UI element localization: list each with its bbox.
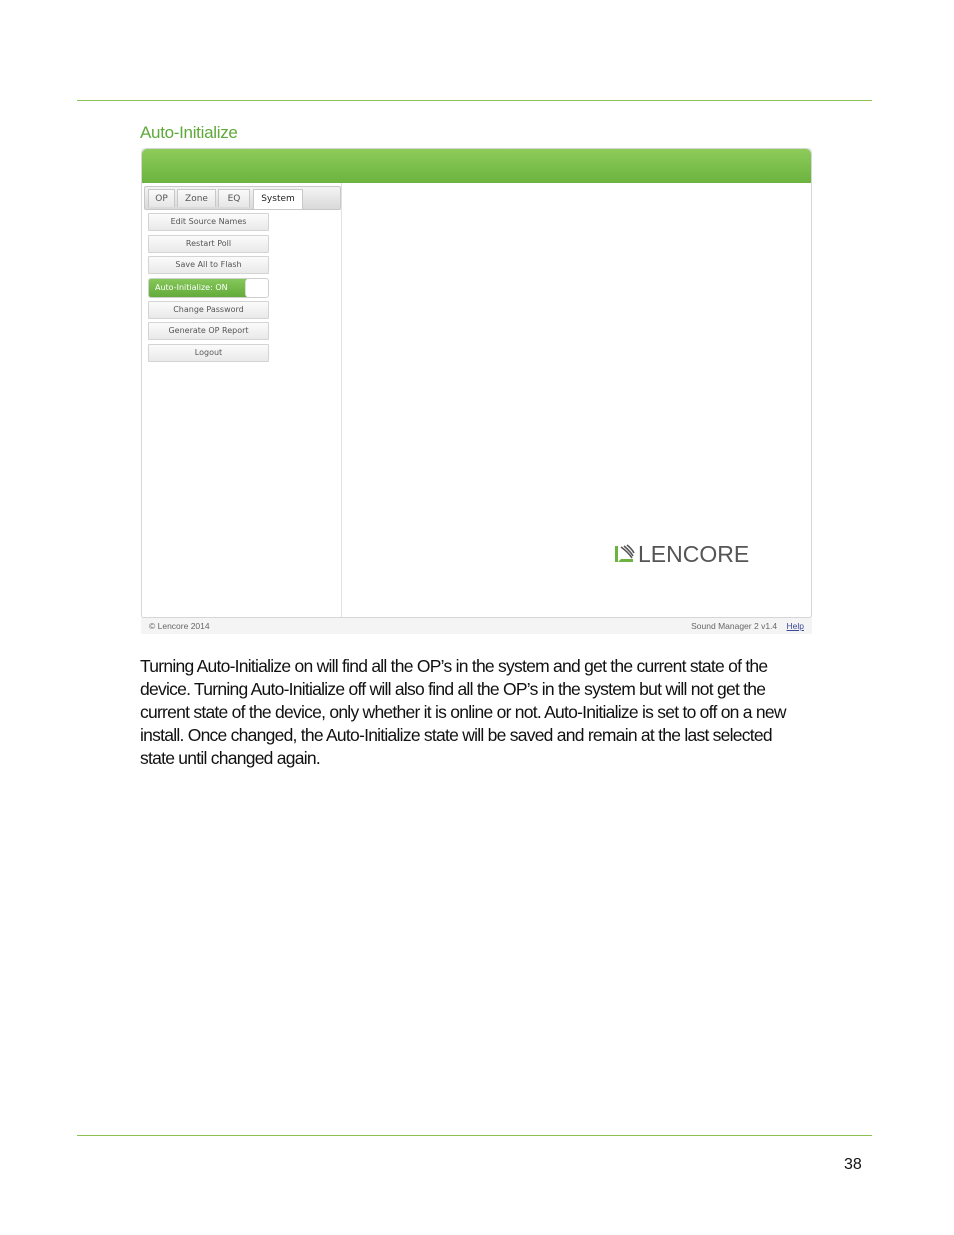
footer-rule: [77, 1135, 872, 1136]
generate-op-report-button[interactable]: Generate OP Report: [148, 322, 269, 340]
header-rule: [77, 100, 872, 101]
system-menu: [148, 213, 269, 365]
auto-initialize-toggle[interactable]: [148, 278, 269, 298]
app-screenshot: [141, 148, 812, 634]
tab-bar: [144, 186, 341, 210]
tab-eq[interactable]: EQ: [218, 189, 250, 207]
logout-button[interactable]: Logout: [148, 344, 269, 362]
copyright-text: © Lencore 2014: [149, 621, 210, 631]
change-password-button[interactable]: Change Password: [148, 301, 269, 319]
restart-poll-button[interactable]: Restart Poll: [148, 235, 269, 253]
left-panel: [142, 183, 342, 617]
logo-text: LENCORE: [638, 540, 750, 567]
footer-right: [691, 621, 804, 631]
edit-source-names-button[interactable]: Edit Source Names: [148, 213, 269, 231]
toggle-knob[interactable]: [245, 279, 268, 297]
lencore-logo-icon: [615, 544, 635, 564]
tab-system[interactable]: System: [253, 189, 303, 209]
save-all-to-flash-button[interactable]: Save All to Flash: [148, 256, 269, 274]
section-title: Auto-Initialize: [140, 123, 238, 142]
help-link[interactable]: Help: [786, 621, 804, 631]
app-footer: [141, 618, 812, 634]
app-window: [141, 148, 812, 618]
body-paragraph: Turning Auto-Initialize on will find all the OP’s in the system and get the current state of the device. Turning Auto-Initialize off will also find all the OP’s in the system but will not get the current state of the device, only whether it is online or not. Auto-Initialize is set to off on a new install. Once changed, the Auto-Initialize state will be saved and remain at the last selected state until changed again.: [140, 656, 786, 768]
app-header-bar: [142, 149, 811, 183]
auto-initialize-label: Auto-Initialize: ON: [149, 279, 247, 297]
lencore-logo: [615, 539, 749, 569]
page-number: 38: [844, 1156, 862, 1173]
tab-op[interactable]: OP: [148, 189, 175, 207]
tab-zone[interactable]: Zone: [177, 189, 216, 207]
version-text: Sound Manager 2 v1.4: [691, 621, 778, 631]
